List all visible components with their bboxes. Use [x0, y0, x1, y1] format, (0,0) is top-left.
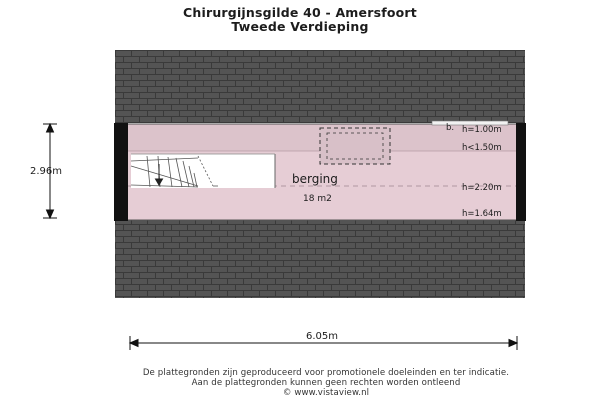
height-label-3: h=2.20m: [462, 183, 502, 193]
roof-bottom: [115, 220, 525, 298]
roof-top: [115, 50, 525, 123]
room-name: berging: [292, 172, 338, 186]
height-label-1: h=1.00m: [462, 125, 502, 135]
wall-right: [516, 123, 526, 221]
marker-label: b.: [446, 123, 455, 133]
disclaimer-line-1: De plattegronden zijn geproduceerd voor promotionele doeleinden en ter indicatie.: [142, 368, 510, 378]
wall-left: [114, 123, 128, 221]
plan-title-floor: Tweede Verdieping: [231, 19, 369, 34]
copyright-line: © www.vistaview.nl: [282, 388, 370, 398]
height-label-2: h<1.50m: [462, 143, 502, 153]
width-dimension-label: 6.05m: [306, 331, 339, 342]
room-area: 18 m2: [303, 194, 332, 204]
stair-opening: [131, 154, 275, 188]
depth-dimension-label: 2.96m: [30, 166, 63, 177]
height-label-4: h=1.64m: [462, 209, 502, 219]
plan-title-address: Chirurgijnsgilde 40 - Amersfoort: [183, 5, 417, 20]
disclaimer-line-2: Aan de plattegronden kunnen geen rechten worden ontleend: [191, 378, 461, 388]
